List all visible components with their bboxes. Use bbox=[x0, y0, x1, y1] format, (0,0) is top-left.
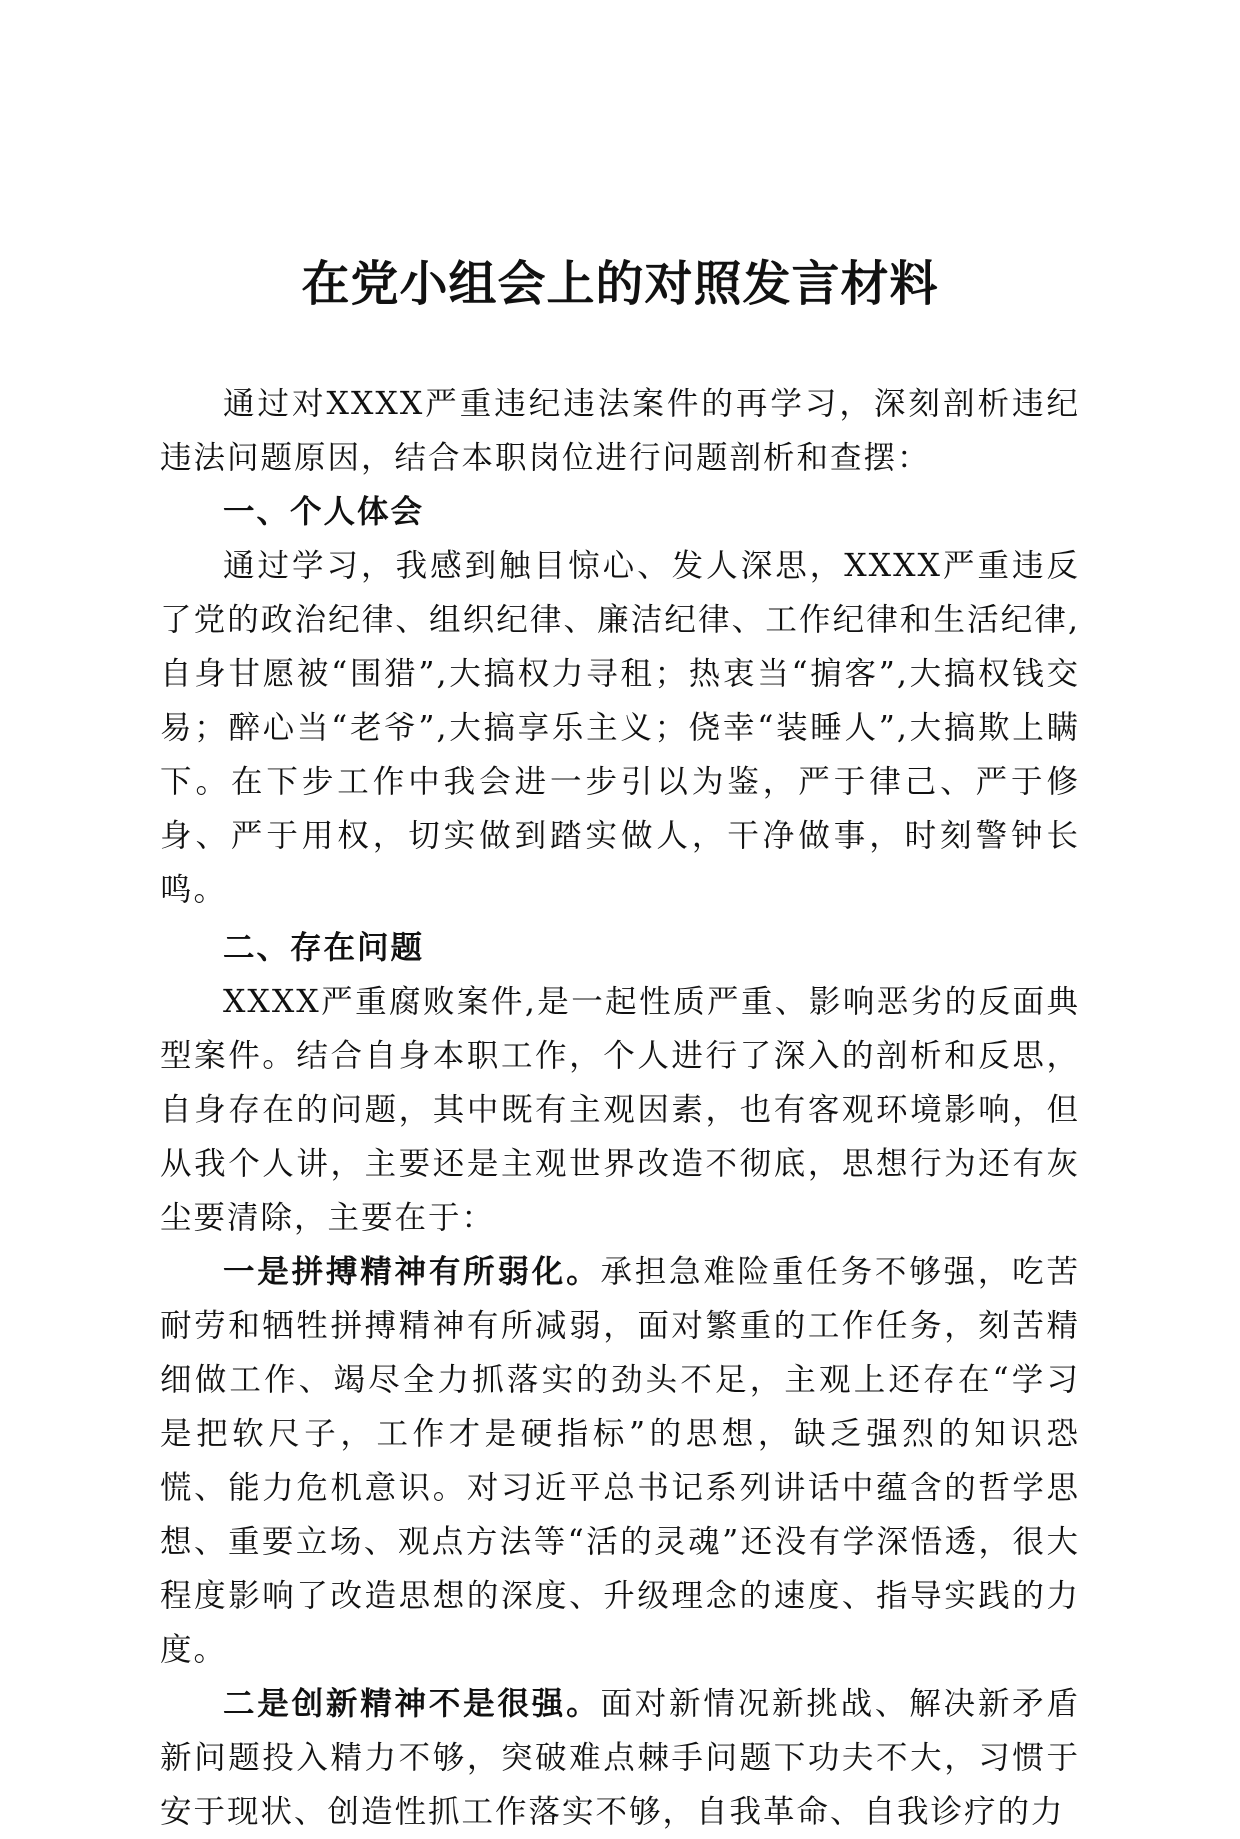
problem-point-2 bbox=[160, 1677, 1080, 1839]
problem-point-2-lead: 二是创新精神不是很强。 bbox=[223, 1685, 601, 1722]
document-title: 在党小组会上的对照发言材料 bbox=[301, 256, 939, 312]
problem-point-1 bbox=[160, 1245, 1080, 1677]
intro-paragraph: 通过对XXXX严重违纪违法案件的再学习，深刻剖析违纪违法问题原因，结合本职岗位进行问题剖析和查摆： bbox=[160, 386, 1080, 476]
section-heading-existing-problems: 二、存在问题 bbox=[223, 930, 425, 966]
section-paragraph-personal-reflection: 通过学习，我感到触目惊心、发人深思，XXXX严重违反了党的政治纪律、组织纪律、廉洁纪律、工作纪律和生活纪律,自身甘愿被“围猎”,大搞权力寻租；热衷当“掮客”,大搞权钱交易；醉心当“老爷”,大搞享乐主义；侥幸“装睡人”,大搞欺上瞒下。在下步工作中我会进一步引以为鉴，严于律己、严于修身、严于用权，切实做到踏实做人，干净做事，时刻警钟长鸣。 bbox=[160, 548, 1080, 908]
problem-point-1-text: 承担急难险重任务不够强，吃苦耐劳和牺牲拼搏精神有所减弱，面对繁重的工作任务，刻苦精细做工作、竭尽全力抓落实的劲头不足，主观上还存在“学习是把软尺子，工作才是硬指标”的思想，缺乏强烈的知识恐慌、能力危机意识。对习近平总书记系列讲话中蕴含的哲学思想、重要立场、观点方法等“活的灵魂”还没有学深悟透，很大程度影响了改造思想的深度、升级理念的速度、指导实践的力度。 bbox=[160, 1254, 1080, 1668]
section-paragraph-existing-problems: XXXX严重腐败案件,是一起性质严重、影响恶劣的反面典型案件。结合自身本职工作，个人进行了深入的剖析和反思，自身存在的问题，其中既有主观因素，也有客观环境影响，但从我个人讲，主要还是主观世界改造不彻底，思想行为还有灰尘要清除，主要在于： bbox=[160, 984, 1080, 1236]
problem-point-1-lead: 一是拼搏精神有所弱化。 bbox=[223, 1253, 601, 1290]
document-body bbox=[160, 377, 1080, 1839]
problem-point-2-text: 面对新情况新挑战、解决新矛盾新问题投入精力不够，突破难点棘手问题下功夫不大，习惯于安于现状、创造性抓工作落实不够，自我革命、自我诊疗的力 bbox=[160, 1686, 1080, 1830]
section-heading-personal-reflection: 一、个人体会 bbox=[223, 494, 425, 530]
